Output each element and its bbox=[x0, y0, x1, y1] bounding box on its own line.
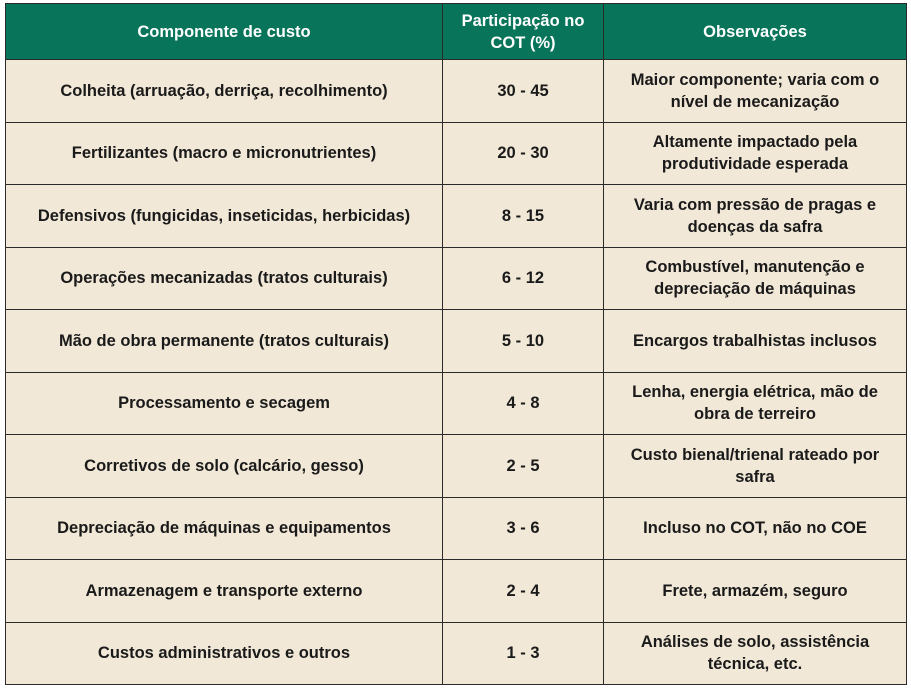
cell-share: 3 - 6 bbox=[443, 497, 604, 560]
cell-share: 4 - 8 bbox=[443, 372, 604, 435]
cell-share: 6 - 12 bbox=[443, 247, 604, 310]
table-row bbox=[6, 247, 907, 310]
cell-notes: Lenha, energia elétrica, mão de obra de terreiro bbox=[604, 372, 907, 435]
table-row bbox=[6, 185, 907, 248]
cell-notes: Análises de solo, assistência técnica, etc. bbox=[604, 622, 907, 685]
cell-notes: Varia com pressão de pragas e doenças da safra bbox=[604, 185, 907, 248]
cell-notes: Custo bienal/trienal rateado por safra bbox=[604, 435, 907, 498]
cell-share: 2 - 5 bbox=[443, 435, 604, 498]
cell-share: 5 - 10 bbox=[443, 310, 604, 373]
cell-share: 20 - 30 bbox=[443, 122, 604, 185]
table-row bbox=[6, 372, 907, 435]
table-row bbox=[6, 60, 907, 123]
table-row bbox=[6, 310, 907, 373]
cell-component: Processamento e secagem bbox=[6, 372, 443, 435]
cell-component: Armazenagem e transporte externo bbox=[6, 560, 443, 623]
table-header-row bbox=[6, 4, 907, 60]
header-share: Participação no COT (%) bbox=[443, 4, 604, 60]
header-component: Componente de custo bbox=[6, 4, 443, 60]
cell-component: Operações mecanizadas (tratos culturais) bbox=[6, 247, 443, 310]
table-row bbox=[6, 122, 907, 185]
cell-notes: Frete, armazém, seguro bbox=[604, 560, 907, 623]
table-row bbox=[6, 435, 907, 498]
cell-component: Corretivos de solo (calcário, gesso) bbox=[6, 435, 443, 498]
cell-component: Custos administrativos e outros bbox=[6, 622, 443, 685]
cell-component: Defensivos (fungicidas, inseticidas, herbicidas) bbox=[6, 185, 443, 248]
header-notes: Observações bbox=[604, 4, 907, 60]
cell-notes: Altamente impactado pela produtividade esperada bbox=[604, 122, 907, 185]
cell-notes: Encargos trabalhistas inclusos bbox=[604, 310, 907, 373]
table-row bbox=[6, 622, 907, 685]
cell-component: Colheita (arruação, derriça, recolhimento) bbox=[6, 60, 443, 123]
cell-notes: Maior componente; varia com o nível de mecanização bbox=[604, 60, 907, 123]
cell-component: Mão de obra permanente (tratos culturais) bbox=[6, 310, 443, 373]
cost-components-table bbox=[5, 3, 907, 685]
cell-share: 8 - 15 bbox=[443, 185, 604, 248]
cell-notes: Combustível, manutenção e depreciação de máquinas bbox=[604, 247, 907, 310]
cell-component: Depreciação de máquinas e equipamentos bbox=[6, 497, 443, 560]
cell-notes: Incluso no COT, não no COE bbox=[604, 497, 907, 560]
table-row bbox=[6, 560, 907, 623]
cell-share: 1 - 3 bbox=[443, 622, 604, 685]
table-row bbox=[6, 497, 907, 560]
cell-component: Fertilizantes (macro e micronutrientes) bbox=[6, 122, 443, 185]
cell-share: 30 - 45 bbox=[443, 60, 604, 123]
cell-share: 2 - 4 bbox=[443, 560, 604, 623]
